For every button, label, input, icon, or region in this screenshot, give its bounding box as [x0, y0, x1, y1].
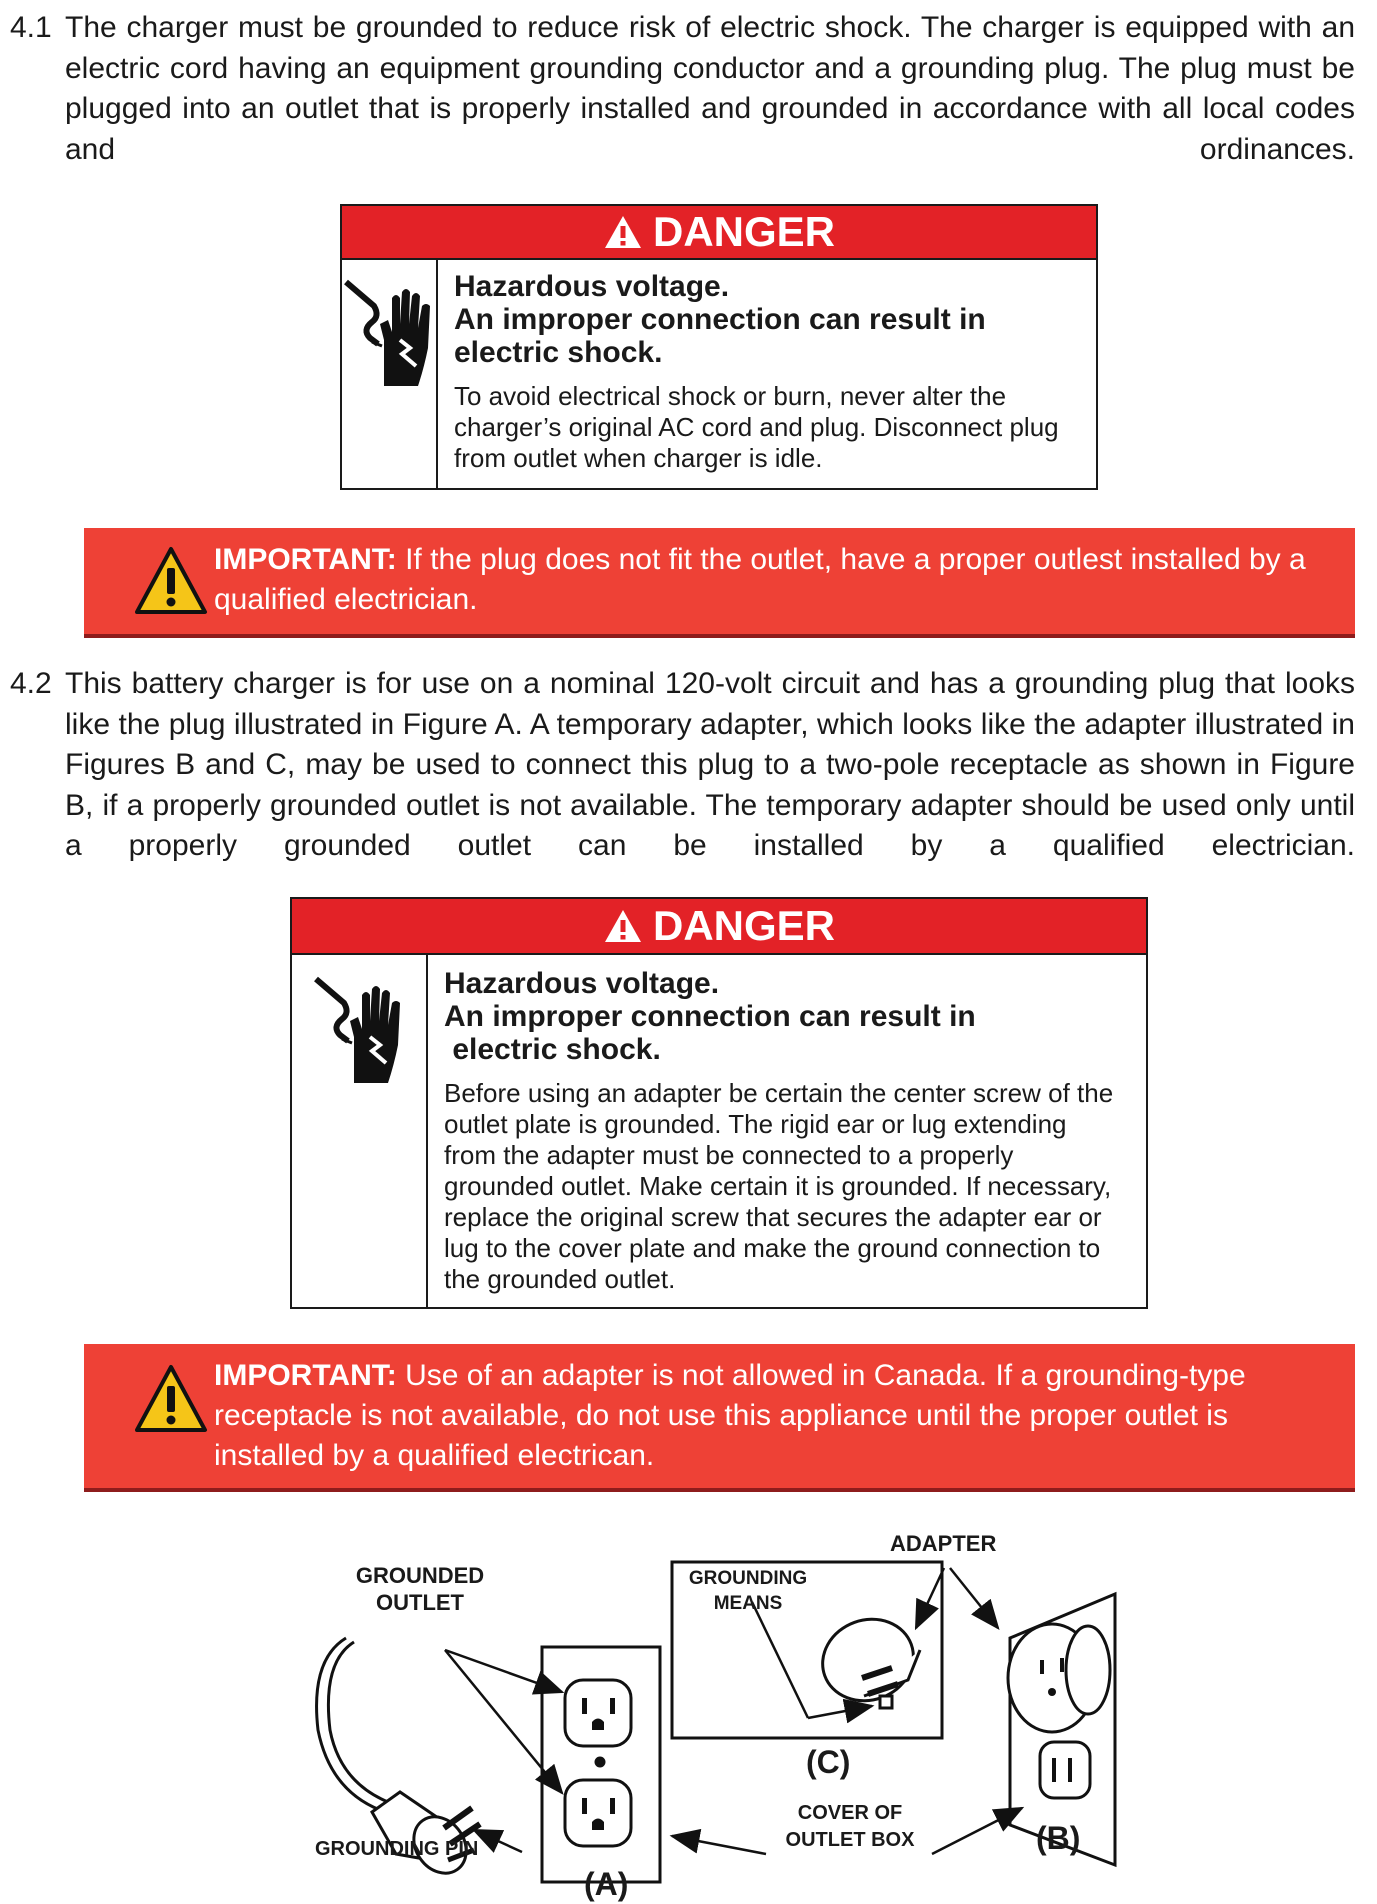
label-grounding-pin: GROUNDING PIN	[315, 1838, 479, 1860]
danger-heading-line: An improper connection can result in	[444, 1000, 976, 1033]
figure-label-c: (C)	[806, 1744, 851, 1780]
important-text	[214, 1356, 1335, 1476]
danger-heading-line: Hazardous voltage.	[444, 967, 720, 1000]
text-cell	[428, 955, 1134, 1307]
important-label: IMPORTANT:	[214, 1359, 397, 1392]
electric-shock-hand-icon	[312, 973, 406, 1088]
danger-heading-line: electric shock.	[454, 336, 663, 369]
icon-cell	[342, 260, 438, 488]
important-box	[84, 1344, 1355, 1492]
label-grounding-means: GROUNDING MEANS	[688, 1568, 808, 1614]
section-4-2	[10, 664, 1355, 907]
danger-heading-line: Hazardous voltage.	[454, 270, 730, 303]
figure-label-b: (B)	[1036, 1820, 1081, 1856]
danger-box	[340, 204, 1098, 490]
danger-body: Before using an adapter be certain the center screw of the outlet plate is grounded. The rigid ear or lug extending from the adapter must be connected to a properly grounded outlet. Make certain it is grounded. If necessary, replace the original screw that secures the adapter ear or lug to the cover plate and make the ground connection to the grounded outlet.	[444, 1078, 1114, 1294]
grounding-figure	[0, 1510, 1377, 1904]
label-adapter: ADAPTER	[890, 1531, 997, 1556]
label-cover-of-outlet-box: COVER OF OUTLET BOX	[785, 1802, 915, 1851]
warning-triangle-icon	[134, 1364, 208, 1434]
danger-body: To avoid electrical shock or burn, never alter the charger’s original AC cord and plug. Disconnect plug from outlet when charger is idle.	[454, 381, 1059, 473]
section-number: 4.2	[10, 667, 52, 700]
important-message: Use of an adapter is not allowed in Canada. If a grounding-type receptacle is not available, do not use this appliance until the proper outlet is installed by a qualified electrican.	[214, 1359, 1246, 1472]
grounded-outlet	[542, 1647, 660, 1882]
important-label: IMPORTANT:	[214, 543, 397, 576]
danger-heading-line: An improper connection can result in	[454, 303, 986, 336]
section-number: 4.1	[10, 11, 52, 44]
danger-title: DANGER	[652, 902, 835, 949]
warning-triangle-icon	[603, 214, 643, 250]
section-4-1	[10, 8, 1355, 211]
important-box	[84, 528, 1355, 638]
danger-title: DANGER	[652, 208, 835, 255]
important-text	[214, 540, 1335, 620]
label-grounded-outlet: GROUNDED OUTLET	[355, 1563, 485, 1615]
danger-heading-line: electric shock.	[444, 1033, 661, 1066]
icon-cell	[292, 955, 428, 1307]
text-cell	[438, 260, 1096, 488]
important-message: If the plug does not fit the outlet, have a proper outlest installed by a qualified electrician.	[214, 543, 1306, 616]
electric-shock-hand-icon	[342, 276, 436, 391]
warning-triangle-icon	[603, 908, 643, 944]
danger-box	[290, 897, 1148, 1309]
danger-header	[292, 899, 1146, 955]
figure-label-a: (A)	[584, 1866, 629, 1902]
section-text: The charger must be grounded to reduce risk of electric shock. The charger is equipped with an electric cord having an equipment grounding conductor and a grounding plug. The plug must be plugged into an outlet that is properly installed and grounded in accordance with all local codes and ordinances.	[65, 11, 1355, 166]
danger-header	[342, 206, 1096, 260]
section-text: This battery charger is for use on a nominal 120-volt circuit and has a grounding plug that looks like the plug illustrated in Figure A. A temporary adapter, which looks like the adapter illustrated in Figures B and C, may be used to connect this plug to a two-pole receptacle as shown in Figure B, if a properly grounded outlet is not available. The temporary adapter should be used only until a properly grounded outlet can be installed by a qualified electrician.	[65, 667, 1355, 862]
warning-triangle-icon	[134, 546, 208, 616]
